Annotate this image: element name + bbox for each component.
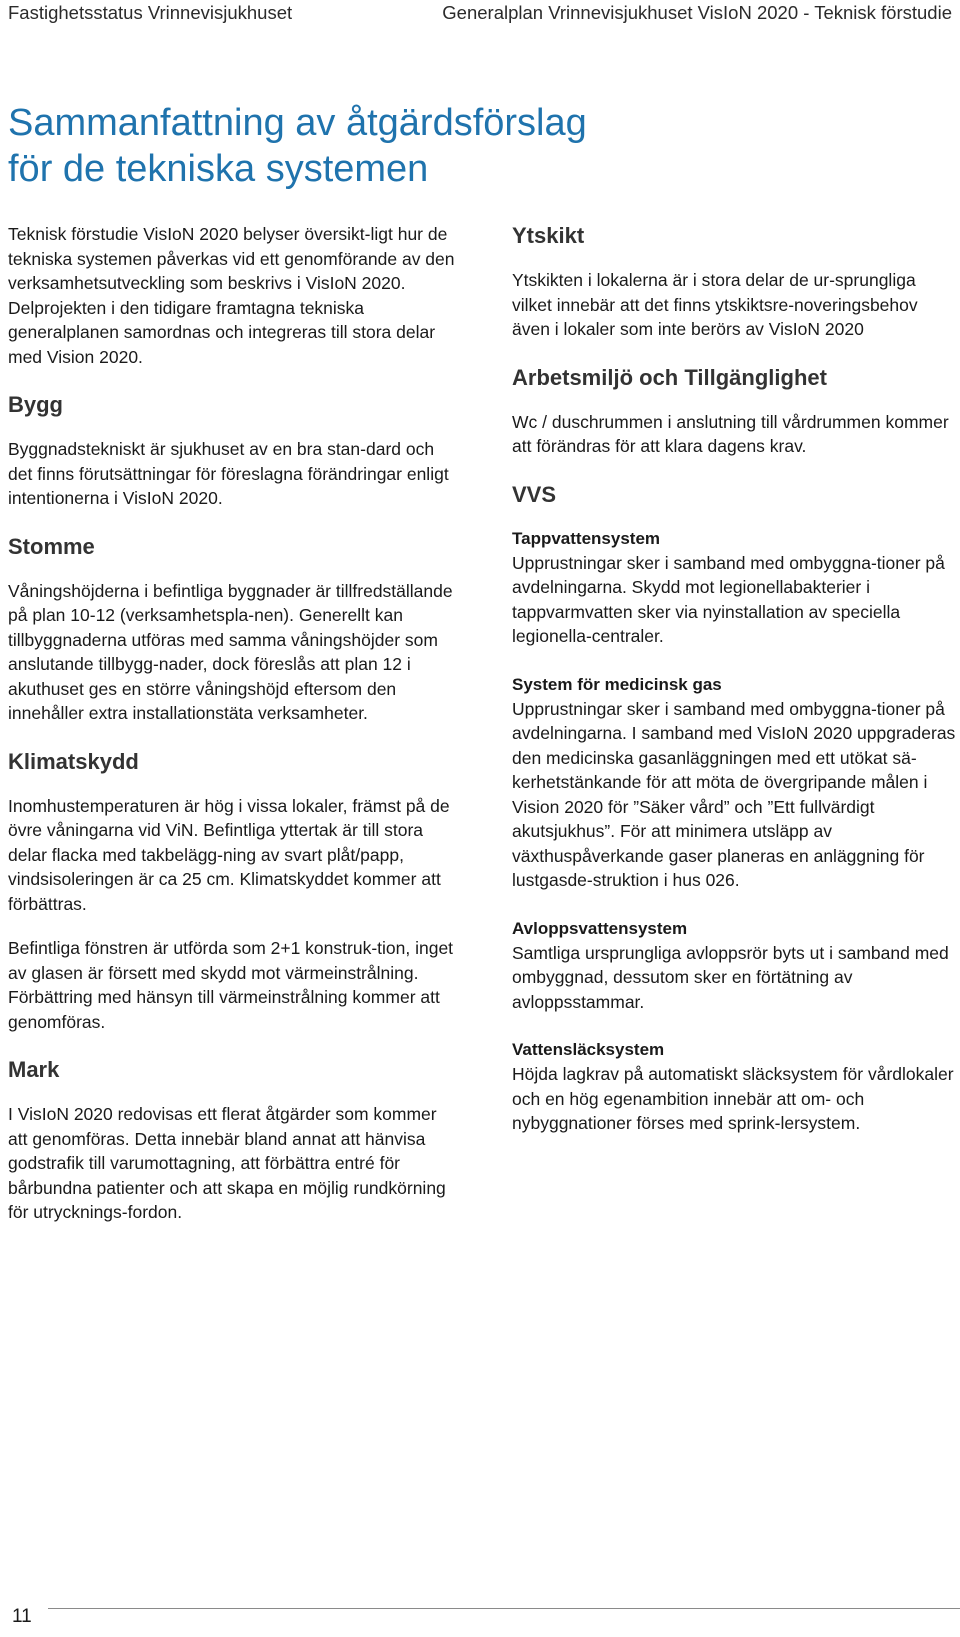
bygg-paragraph: Byggnadstekniskt är sjukhuset av en bra stan-dard och det finns förutsättningar för föreslagna förändringar enligt intentionerna i VisIoN 2020. bbox=[8, 439, 449, 508]
page-header bbox=[0, 0, 960, 30]
footer-divider bbox=[48, 1608, 960, 1609]
ytskikt-paragraph: Ytskikten i lokalerna är i stora delar de ur-sprungliga vilket innebär att det finns ytskiktsre-noveringsbehov även i lokaler som inte berörs av VisIoN 2020 bbox=[512, 270, 918, 339]
avlopp-subheading: Avloppsvattensystem bbox=[512, 918, 688, 938]
bygg-heading: Bygg bbox=[8, 392, 63, 417]
tappvatten-paragraph: Upprustningar sker i samband med ombyggna-tioner på avdelningarna. Skydd mot legionellabakterier i tappvarmvatten sker via nyinstallation av speciella legionella-centraler. bbox=[512, 552, 945, 646]
tappvatten-subheading: Tappvattensystem bbox=[512, 528, 661, 548]
vattensl-paragraph: Höjda lagkrav på automatiskt släcksystem för vårdlokaler och en hög egenambition innebär att om- och nybyggnationer förses med sprink-lersystem. bbox=[512, 1064, 954, 1133]
header-report-title: Generalplan Vrinnevisjukhuset VisIoN 2020 - Teknisk förstudie bbox=[442, 2, 952, 23]
page-title-line-1: Sammanfattning av åtgärdsförslag bbox=[8, 102, 587, 144]
arbetsmiljo-paragraph: Wc / duschrummen i anslutning till vårdrummen kommer att förändras för att klara dagens krav. bbox=[512, 411, 949, 456]
klimatskydd-paragraph-1: Inomhustemperaturen är hög i vissa lokaler, främst på de övre våningarna vid ViN. Befintliga yttertak är till stora delar flacka med takbelägg-ning av svart plåt/papp, vindsisoleringen är ca 25 cm. Klimatskyddet kommer att förbättras. bbox=[8, 795, 450, 914]
medicinsk-gas-paragraph: Upprustningar sker i samband med ombyggna-tioner på avdelningarna. I samband med VisIoN 2020 uppgraderas den medicinska gasanläggningen med ett utökat sä-kerhetstänkande för att möta de övergripande målen i Vision 2020 för ”Säker vård” och ”Ett fullvärdigt akutsjukhus”. För att minimera utsläpp av växthuspåverkande gaser planeras en anläggning för lustgasde-struktion i hus 026. bbox=[512, 698, 956, 890]
arbetsmiljo-heading: Arbetsmiljö och Tillgänglighet bbox=[512, 364, 827, 390]
mark-paragraph: I VisIoN 2020 redovisas ett flerat åtgärder som kommer att genomföras. Detta innebär bland annat att hänvisa godstrafik till varumottagning, att förbättra entré för bårbundna patienter och att skapa en möjlig rundkörning för utrycknings-fordon. bbox=[8, 1104, 446, 1222]
medicinsk-gas-subheading: System för medicinsk gas bbox=[512, 674, 722, 694]
page-number: 11 bbox=[12, 1606, 32, 1627]
stomme-paragraph: Våningshöjderna i befintliga byggnader är tillfredställande på plan 10-12 (verksamhetspla-nen). Generellt kan tillbyggnaderna utföras med samma våningshöjder som anslutande tillbygg-nader, dock föreslås att plan 12 i akuthuset ges en större våningshöjd eftersom den innehåller extra installationstäta verksamheter. bbox=[8, 580, 453, 723]
page-title bbox=[8, 100, 708, 192]
page-title-line-2: för de tekniska systemen bbox=[8, 148, 429, 190]
intro-paragraph: Teknisk förstudie VisIoN 2020 belyser översikt-ligt hur de tekniska systemen påverkas vid ett genomförande av den verksamhetsutveckling som beskrivs i VisIoN 2020. Delprojekten i den tidigare framtagna tekniska generalplanen samordnas och integreras till stora delar med Vision 2020. bbox=[8, 224, 455, 367]
klimatskydd-heading: Klimatskydd bbox=[8, 748, 139, 774]
vattensl-subheading: Vattensläcksystem bbox=[512, 1040, 665, 1059]
mark-heading: Mark bbox=[8, 1057, 60, 1082]
header-document-title: Fastighetsstatus Vrinnevisjukhuset bbox=[8, 2, 293, 23]
ytskikt-heading: Ytskikt bbox=[512, 223, 585, 248]
klimatskydd-paragraph-2: Befintliga fönstren är utförda som 2+1 konstruk-tion, inget av glasen är försett med skydd mot värmeinstrålning. Förbättring med hänsyn till värmeinstrålning kommer att genomföras. bbox=[8, 938, 454, 1032]
right-column bbox=[512, 222, 960, 1136]
stomme-heading: Stomme bbox=[8, 533, 95, 559]
vvs-heading: VVS bbox=[512, 481, 557, 507]
avlopp-paragraph: Samtliga ursprungliga avloppsrör byts ut i samband med ombyggnad, dessutom sker en förtätning av avloppsstammar. bbox=[512, 942, 949, 1012]
left-column bbox=[8, 222, 456, 1225]
